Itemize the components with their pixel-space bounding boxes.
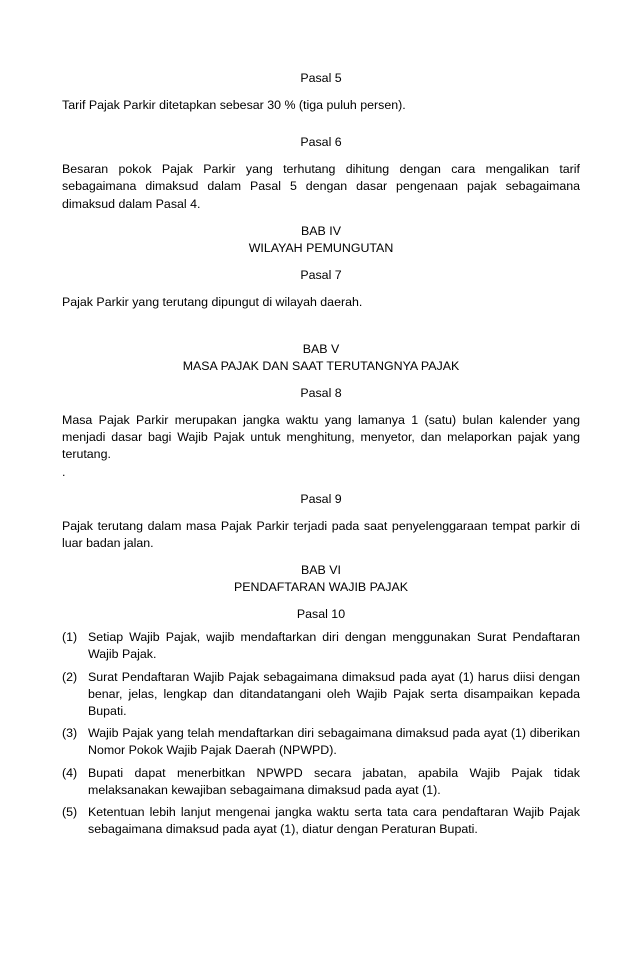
pasal-8-text: Masa Pajak Parkir merupakan jangka waktu yang lamanya 1 (satu) bulan kalender yang menjadi dasar bagi Wajib Pajak untuk menghitung, menyetor, dan melaporkan pajak yang terutang. <box>62 413 580 462</box>
item-text: Bupati dapat menerbitkan NPWPD secara jabatan, apabila Wajib Pajak tidak melaksanakan kewajiban sebagaimana dimaksud pada ayat (1). <box>88 765 580 797</box>
item-text: Surat Pendaftaran Wajib Pajak sebagaimana dimaksud pada ayat (1) harus diisi dengan benar, jelas, lengkap dan ditandatangani oleh Wajib Pajak serta disampaikan kepada Bupati. <box>88 669 580 719</box>
list-item <box>62 804 580 838</box>
item-number: (5) <box>62 805 78 820</box>
pasal-9-heading: Pasal 9 <box>300 491 342 506</box>
pasal-7-text: Pajak Parkir yang terutang dipungut di wilayah daerah. <box>62 294 363 309</box>
bab-6-title: PENDAFTARAN WAJIB PAJAK <box>234 580 408 595</box>
list-item <box>62 765 580 799</box>
list-item <box>62 629 580 663</box>
bab-4-heading: BAB IV <box>301 223 341 238</box>
list-item <box>62 669 580 721</box>
bab-6-heading: BAB VI <box>301 563 341 578</box>
item-number: (2) <box>62 669 78 684</box>
item-text: Setiap Wajib Pajak, wajib mendaftarkan diri dengan menggunakan Surat Pendaftaran Wajib Pajak. <box>88 630 580 662</box>
bab-5-heading: BAB V <box>302 342 340 357</box>
item-text: Ketentuan lebih lanjut mengenai jangka waktu serta tata cara pendaftaran Wajib Pajak sebagaimana dimaksud pada ayat (1), diatur dengan Peraturan Bupati. <box>88 805 580 837</box>
pasal-5-text: Tarif Pajak Parkir ditetapkan sebesar 30 % (tiga puluh persen). <box>62 98 406 112</box>
list-item <box>62 725 580 759</box>
pasal-6-text: Besaran pokok Pajak Parkir yang terhutang dihitung dengan cara mengalikan tarif sebagaimana dimaksud dalam Pasal 5 dengan dasar pengenaan pajak sebagaimana dimaksud dalam Pasal 4. <box>62 162 580 211</box>
pasal-10-heading: Pasal 10 <box>296 607 346 622</box>
bab-4-title: WILAYAH PEMUNGUTAN <box>248 240 394 255</box>
pasal-9-text: Pajak terutang dalam masa Pajak Parkir terjadi pada saat penyelenggaraan tempat parkir di luar badan jalan. <box>62 518 580 551</box>
document-page <box>62 70 580 843</box>
pasal-8-heading: Pasal 8 <box>300 386 342 401</box>
item-number: (4) <box>62 765 78 780</box>
pasal-5-heading: Pasal 5 <box>300 71 342 85</box>
item-text: Wajib Pajak yang telah mendaftarkan diri sebagaimana dimaksud pada ayat (1) diberikan Nomor Pokok Wajib Pajak Daerah (NPWPD). <box>88 726 580 758</box>
pasal-8-dot: . <box>62 464 66 479</box>
pasal-7-heading: Pasal 7 <box>300 267 342 282</box>
pasal-6-heading: Pasal 6 <box>300 135 342 150</box>
bab-5-title: MASA PAJAK DAN SAAT TERUTANGNYA PAJAK <box>182 359 460 374</box>
item-number: (3) <box>62 726 78 741</box>
item-number: (1) <box>62 630 78 645</box>
